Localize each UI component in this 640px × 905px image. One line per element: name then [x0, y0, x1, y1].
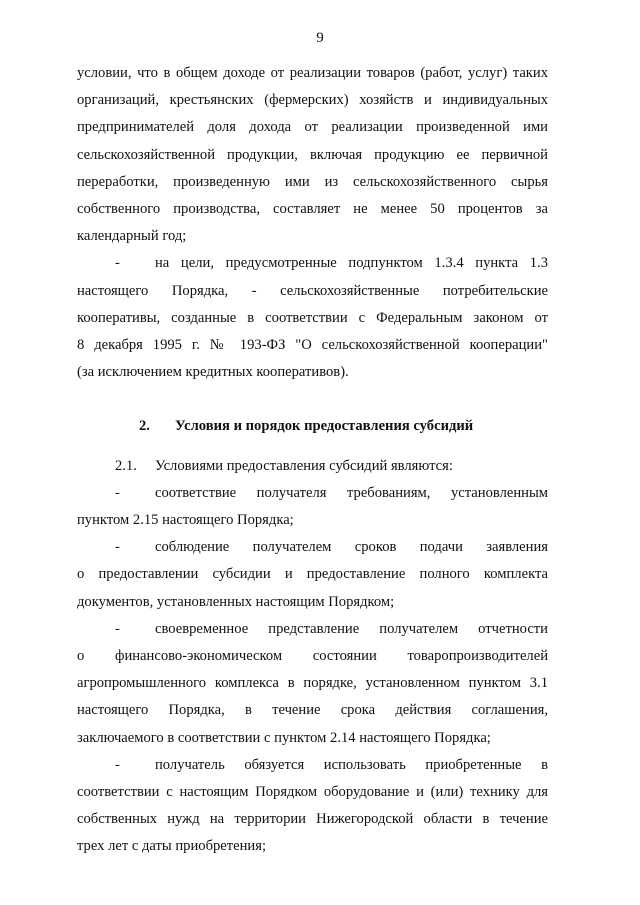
text-line: кооперативы, созданные в соответствии с Федеральным законом от	[77, 309, 548, 326]
list-item-text: своевременное представление получателем отчетности	[155, 620, 548, 637]
text-line	[77, 250, 548, 277]
text-line: трех лет с даты приобретения;	[77, 838, 267, 855]
list-item-cooperatives	[77, 250, 548, 386]
list-item-condition	[77, 480, 548, 534]
text-line: о финансово-экономическом состоянии товаропроизводителей	[77, 648, 548, 665]
list-dash: -	[115, 539, 120, 556]
list-item-condition	[77, 752, 548, 861]
text-line: соответствии с настоящим Порядком оборудование и (или) технику для	[77, 784, 548, 801]
clause-2-1	[77, 453, 548, 480]
text-line: собственного производства, составляет не менее 50 процентов за	[77, 201, 548, 218]
list-dash: -	[115, 620, 120, 637]
document-body	[77, 60, 548, 861]
list-item-text: соответствие получателя требованиям, установленным	[155, 484, 548, 501]
clause-text: Условиями предоставления субсидий являются:	[155, 457, 453, 474]
text-line	[77, 616, 548, 643]
text-line: настоящего Порядка, - сельскохозяйственные потребительские	[77, 282, 548, 299]
text-line: заключаемого в соответствии с пунктом 2.14 настоящего Порядка;	[77, 729, 491, 746]
text-line: организаций, крестьянских (фермерских) хозяйств и индивидуальных	[77, 92, 548, 109]
paragraph-continuation	[77, 60, 548, 250]
list-item-text: на цели, предусмотренные подпунктом 1.3.4 пункта 1.3	[155, 255, 548, 272]
text-line	[77, 480, 548, 507]
text-line: о предоставлении субсидии и предоставление полного комплекта	[77, 566, 548, 583]
section-title: Условия и порядок предоставления субсидий	[175, 418, 474, 435]
list-item-condition	[77, 534, 548, 616]
list-dash: -	[115, 756, 120, 773]
list-dash: -	[115, 255, 120, 272]
text-line: документов, установленных настоящим Порядком;	[77, 593, 395, 610]
list-item-text: получатель обязуется использовать приобретенные в	[155, 756, 548, 773]
text-line: агропромышленного комплекса в порядке, установленном пунктом 3.1	[77, 675, 548, 692]
text-line: сельскохозяйственной продукции, включая продукцию ее первичной	[77, 146, 548, 163]
text-line: пунктом 2.15 настоящего Порядка;	[77, 512, 294, 529]
page-number: 9	[316, 30, 324, 46]
list-item-condition	[77, 616, 548, 752]
section-heading	[77, 413, 548, 440]
text-line: календарный год;	[77, 228, 187, 245]
list-dash: -	[115, 484, 120, 501]
section-number: 2.	[139, 418, 150, 435]
text-line	[77, 752, 548, 779]
list-item-text: соблюдение получателем сроков подачи заявления	[155, 539, 548, 556]
text-line: собственных нужд на территории Нижегородской области в течение	[77, 811, 548, 828]
text-line: предпринимателей доля дохода от реализации произведенной ими	[77, 119, 548, 136]
text-line: условии, что в общем доходе от реализации товаров (работ, услуг) таких	[77, 65, 548, 81]
text-line: (за исключением кредитных кооперативов).	[77, 364, 349, 381]
text-line: переработки, произведенную ими из сельскохозяйственного сырья	[77, 173, 548, 190]
text-line	[77, 534, 548, 561]
text-line: настоящего Порядка, в течение срока действия соглашения,	[77, 702, 548, 719]
clause-number: 2.1.	[115, 457, 137, 474]
text-line: 8 декабря 1995 г. № 193-ФЗ "О сельскохозяйственной кооперации"	[77, 337, 548, 354]
